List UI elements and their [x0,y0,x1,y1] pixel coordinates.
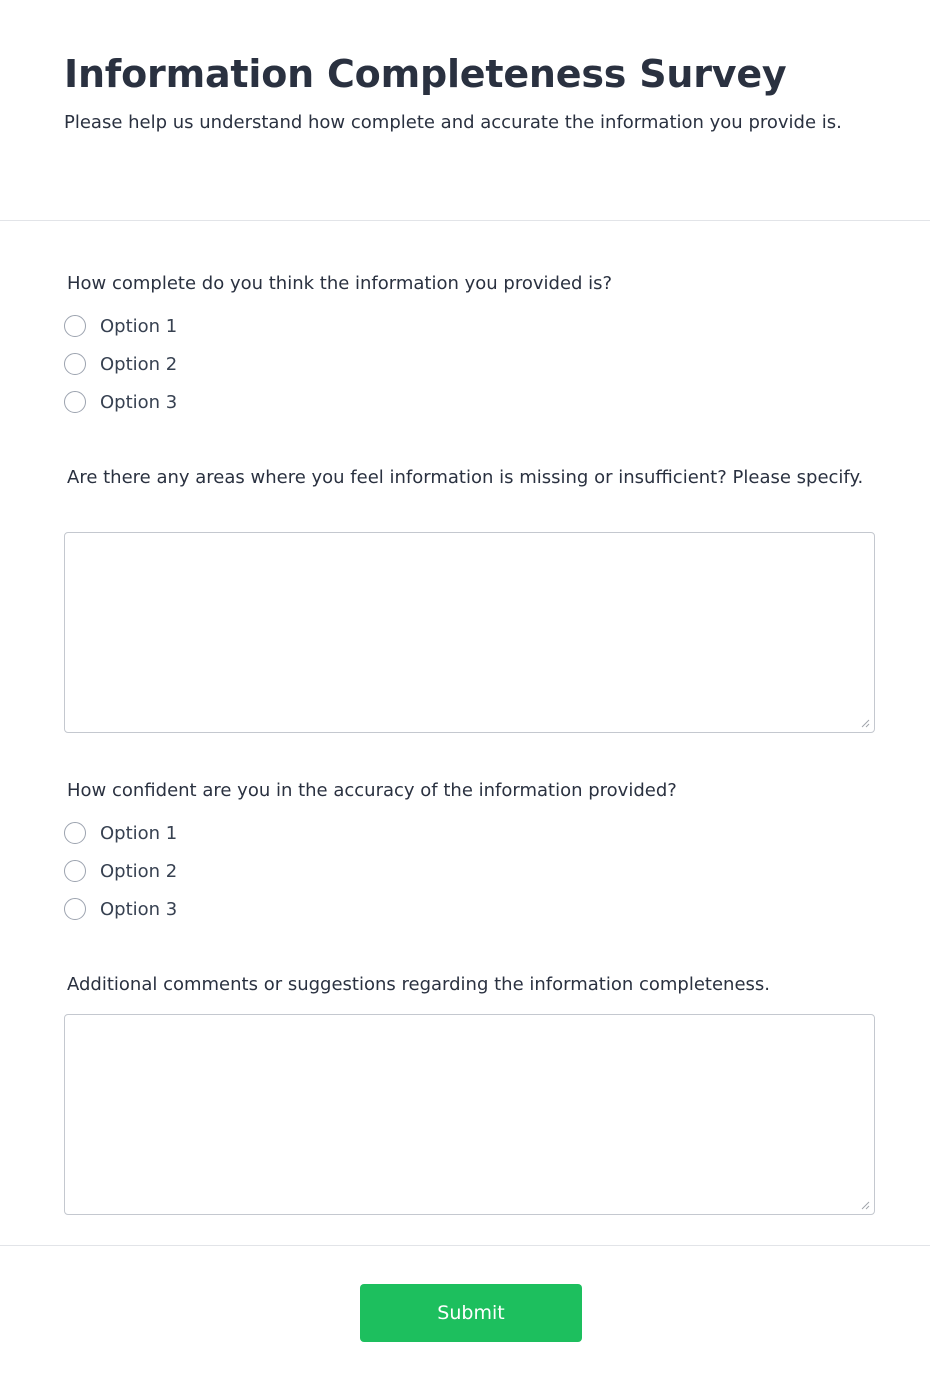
radio-option-label: Option 3 [100,391,178,413]
comments-textarea[interactable] [64,1014,875,1215]
radio-option-label: Option 2 [100,353,178,375]
page-title: Information Completeness Survey [64,52,787,96]
q1-option-2[interactable] [64,351,177,377]
radio-option-label: Option 1 [100,822,178,844]
radio-option-label: Option 3 [100,898,178,920]
radio-button[interactable] [64,315,86,337]
radio-button[interactable] [64,860,86,882]
q3-option-2[interactable] [64,858,177,884]
radio-option-label: Option 1 [100,315,178,337]
q1-option-1[interactable] [64,313,177,339]
radio-button[interactable] [64,353,86,375]
resize-grip-icon[interactable] [860,718,870,728]
radio-button[interactable] [64,822,86,844]
radio-button[interactable] [64,391,86,413]
radio-option-label: Option 2 [100,860,178,882]
survey-header [0,0,930,221]
submit-button[interactable]: Submit [360,1284,582,1342]
q1-option-3[interactable] [64,389,177,415]
question-2-label: Are there any areas where you feel information is missing or insufficient? Please specify. [67,467,864,488]
page-subtitle: Please help us understand how complete and accurate the information you provide is. [64,112,842,133]
footer-divider [0,1245,930,1246]
question-1-label: How complete do you think the information you provided is? [67,273,613,294]
q3-option-3[interactable] [64,896,177,922]
radio-button[interactable] [64,898,86,920]
question-3-label: How confident are you in the accuracy of the information provided? [67,780,677,801]
resize-grip-icon[interactable] [860,1200,870,1210]
question-4-label: Additional comments or suggestions regarding the information completeness. [67,974,771,995]
missing-info-textarea[interactable] [64,532,875,733]
q3-option-1[interactable] [64,820,177,846]
